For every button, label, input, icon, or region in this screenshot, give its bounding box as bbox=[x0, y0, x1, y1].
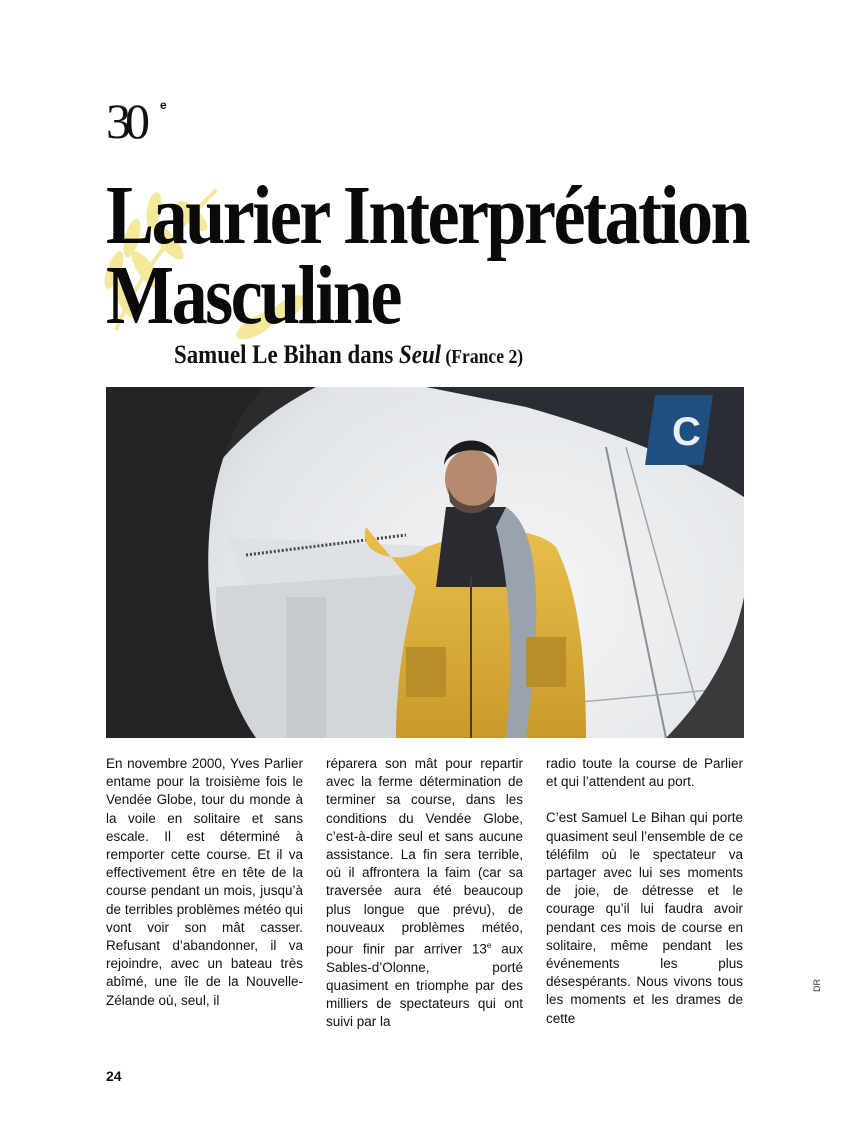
edition-number: 30 bbox=[106, 93, 144, 149]
article-column-3 bbox=[546, 755, 743, 1046]
edition-superscript: e bbox=[160, 98, 167, 112]
page-number: 24 bbox=[106, 1068, 122, 1084]
film-still-photo bbox=[106, 387, 744, 738]
article-column-1 bbox=[106, 755, 303, 1028]
award-subtitle bbox=[174, 340, 523, 370]
award-title bbox=[106, 169, 749, 342]
edition-badge bbox=[106, 93, 167, 149]
article-paragraph: En novembre 2000, Yves Parlier entame pour la troisième fois le Vendée Globe, tour du monde à la voile en solitaire et sans escale. Il est déterminé à remporter cette course. Et il va effectivement être en tête de la course pendant un mois, jusqu’à de terribles problèmes météo qui vont voir son mât casser. Refusant d’abandonner, il va rejoindre, avec un bateau très abîmé, une île de la Nouvelle-Zélande où, seul, il bbox=[106, 756, 303, 1008]
subtitle-channel: (France 2) bbox=[441, 346, 524, 368]
article-text: aux Sables-d’Olonne, porté quasiment en triomphe par des milliers de spectateurs qui ont suivi par la bbox=[326, 941, 523, 1030]
ordinal-superscript: e bbox=[486, 941, 492, 951]
hull-lettering: C bbox=[672, 410, 701, 454]
article-paragraph: radio toute la course de Parlier et qui l’attendent au port. bbox=[546, 756, 743, 790]
article-column-2 bbox=[326, 755, 523, 1050]
subtitle-film: Seul bbox=[399, 340, 442, 369]
subtitle-actor: Samuel Le Bihan dans bbox=[174, 340, 400, 369]
award-title-line2: Masculine bbox=[106, 249, 400, 342]
photo-credit: DR bbox=[812, 979, 822, 992]
article-paragraph: C’est Samuel Le Bihan qui porte quasiment seul l’ensemble de ce téléfilm où le spectateur va partager avec lui ses moments de joie, de détresse et le courage qu’il lui faudra avoir pendant ces mois de course en solitaire, même pendant les événements les plus désespérants. Nous vivons tous les moments et les drames de cette bbox=[546, 810, 743, 1026]
article-text: réparera son mât pour repartir avec la ferme détermination de terminer sa course, dans les conditions du Vendée Globe, c’est-à-dire seul et sans aucune assistance. La fin sera terrible, où il affrontera la faim (car sa traversée aura été beaucoup plus longue que prévu), de nouveaux problèmes météo, pour finir par arriver 13 bbox=[326, 756, 523, 957]
award-title-line1: Laurier Interprétation bbox=[106, 169, 749, 262]
article-paragraph bbox=[326, 755, 523, 1032]
